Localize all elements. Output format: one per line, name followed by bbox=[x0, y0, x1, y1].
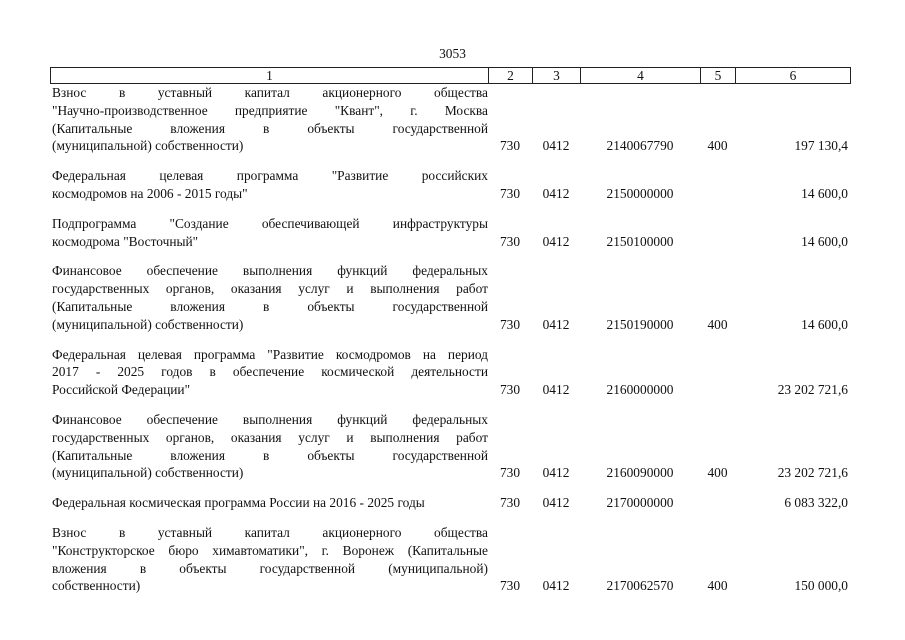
ministry-code: 730 bbox=[499, 495, 521, 511]
column-header-table bbox=[50, 67, 851, 84]
column-header-row bbox=[51, 68, 851, 84]
ministry-code: 730 bbox=[499, 138, 521, 154]
description-line: (Капитальные вложения в объекты государственной bbox=[52, 447, 488, 463]
section-code: 0412 bbox=[542, 233, 570, 249]
table-row bbox=[50, 494, 850, 512]
row-description bbox=[50, 84, 488, 155]
expense-type-code: 400 bbox=[707, 316, 728, 332]
description-line: Взнос в уставный капитал акционерного общества bbox=[52, 85, 488, 100]
amount-value: 14 600,0 bbox=[801, 185, 848, 201]
budget-rows bbox=[50, 84, 850, 595]
amount-value: 23 202 721,6 bbox=[777, 465, 848, 481]
table-row bbox=[50, 167, 850, 203]
description-line: (Капитальные вложения в объекты государственной bbox=[52, 298, 488, 314]
description-line: Финансовое обеспечение выполнения функций федеральных bbox=[52, 411, 488, 427]
description-line: (муниципальной) собственности) bbox=[52, 316, 244, 332]
column-header-1: 1 bbox=[51, 68, 489, 84]
ministry-code: 730 bbox=[499, 465, 521, 481]
row-description bbox=[50, 167, 488, 203]
row-description bbox=[50, 494, 488, 512]
table-row bbox=[50, 346, 850, 399]
description-line: Финансовое обеспечение выполнения функций федеральных bbox=[52, 263, 488, 279]
section-code: 0412 bbox=[542, 495, 570, 511]
target-article-code: 2170062570 bbox=[606, 578, 674, 594]
ministry-code: 730 bbox=[499, 185, 521, 201]
target-article-code: 2150000000 bbox=[606, 185, 674, 201]
target-article-code: 2160000000 bbox=[606, 382, 674, 398]
description-line: космодромов на 2006 - 2015 годы" bbox=[52, 185, 248, 201]
ministry-code: 730 bbox=[499, 233, 521, 249]
section-code: 0412 bbox=[542, 382, 570, 398]
ministry-code: 730 bbox=[499, 578, 521, 594]
target-article-code: 2150100000 bbox=[606, 233, 674, 249]
target-article-code: 2170000000 bbox=[606, 495, 674, 511]
amount-value: 14 600,0 bbox=[801, 233, 848, 249]
description-line: Федеральная целевая программа "Развитие российских bbox=[52, 168, 488, 184]
description-line: 2017 - 2025 годов в обеспечение космической деятельности bbox=[52, 364, 488, 380]
section-code: 0412 bbox=[542, 316, 570, 332]
description-line: (Капитальные вложения в объекты государственной bbox=[52, 120, 488, 136]
row-description bbox=[50, 411, 488, 482]
row-description bbox=[50, 524, 488, 595]
description-line: Федеральная целевая программа "Развитие космодромов на период bbox=[52, 346, 488, 362]
description-line: "Научно-производственное предприятие "Квант", г. Москва bbox=[52, 102, 488, 118]
section-code: 0412 bbox=[542, 578, 570, 594]
amount-value: 150 000,0 bbox=[794, 578, 848, 594]
description-line: (муниципальной) собственности) bbox=[52, 138, 244, 154]
expense-type-code: 400 bbox=[707, 138, 728, 154]
target-article-code: 2140067790 bbox=[606, 138, 674, 154]
section-code: 0412 bbox=[542, 138, 570, 154]
table-row bbox=[50, 411, 850, 482]
description-line: вложения в объекты государственной (муниципальной) bbox=[52, 560, 488, 576]
table-row bbox=[50, 84, 850, 155]
target-article-code: 2160090000 bbox=[606, 465, 674, 481]
table-row bbox=[50, 262, 850, 333]
column-header-4: 4 bbox=[581, 68, 701, 84]
row-description bbox=[50, 346, 488, 399]
amount-value: 23 202 721,6 bbox=[777, 382, 848, 398]
column-header-2: 2 bbox=[489, 68, 533, 84]
description-line: "Конструкторское бюро химавтоматики", г. Воронеж (Капитальные bbox=[52, 542, 488, 558]
description-line: (муниципальной) собственности) bbox=[52, 465, 244, 481]
expense-type-code: 400 bbox=[707, 465, 728, 481]
amount-value: 14 600,0 bbox=[801, 316, 848, 332]
amount-value: 197 130,4 bbox=[794, 138, 848, 154]
target-article-code: 2150190000 bbox=[606, 316, 674, 332]
column-header-3: 3 bbox=[533, 68, 581, 84]
column-header-6: 6 bbox=[736, 68, 851, 84]
column-header-5: 5 bbox=[701, 68, 736, 84]
description-line: Взнос в уставный капитал акционерного общества bbox=[52, 524, 488, 540]
table-row bbox=[50, 215, 850, 251]
row-description bbox=[50, 215, 488, 251]
table-row bbox=[50, 524, 850, 595]
description-line: Федеральная космическая программа России на 2016 - 2025 годы bbox=[52, 495, 425, 511]
description-line: государственных органов, оказания услуг и выполнения работ bbox=[52, 281, 488, 297]
ministry-code: 730 bbox=[499, 316, 521, 332]
description-line: Российской Федерации" bbox=[52, 382, 191, 398]
description-line: Подпрограмма "Создание обеспечивающей инфраструктуры bbox=[52, 215, 488, 231]
description-line: космодрома "Восточный" bbox=[52, 233, 199, 249]
section-code: 0412 bbox=[542, 465, 570, 481]
page-number: 3053 bbox=[439, 46, 466, 61]
ministry-code: 730 bbox=[499, 382, 521, 398]
amount-value: 6 083 322,0 bbox=[784, 495, 848, 511]
description-line: государственных органов, оказания услуг и выполнения работ bbox=[52, 429, 488, 445]
description-line: собственности) bbox=[52, 578, 141, 594]
section-code: 0412 bbox=[542, 185, 570, 201]
row-description bbox=[50, 262, 488, 333]
expense-type-code: 400 bbox=[707, 578, 728, 594]
